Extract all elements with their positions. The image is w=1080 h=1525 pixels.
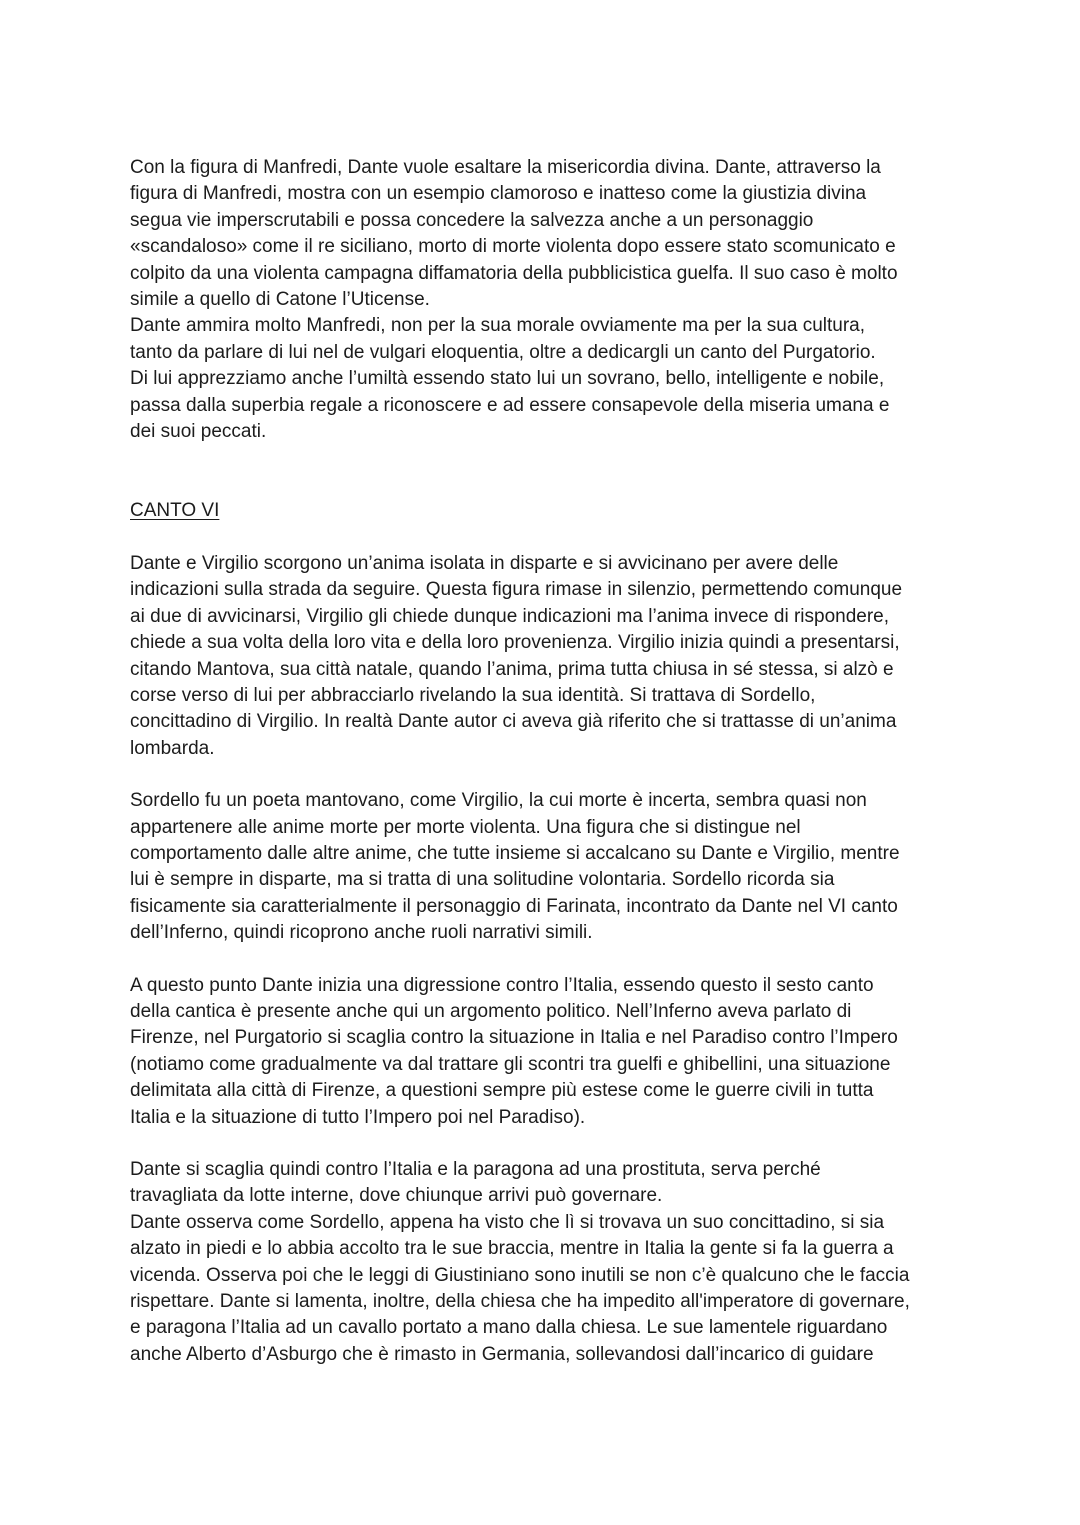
intro-paragraph: Con la figura di Manfredi, Dante vuole esaltare la misericordia divina. Dante, attraverso la figura di Manfredi, mostra con un esempio clamoroso e inatteso come la giustizia divina segua vie imperscrutabili e possa concedere la salvezza anche a un personaggio «scandaloso» come il re siciliano, morto di morte violenta dopo essere stato scomunicato e colpito da una violenta campagna diffamatoria della pubblicistica guelfa. Il suo caso è molto simile a quello di Catone l’Uticense. Dante ammira molto Manfredi, non per la sua morale ovviamente ma per la sua cultura, tanto da parlare di lui nel de vulgari eloquentia, oltre a dedicargli un canto del Purgatorio. Di lui apprezziamo anche l’umiltà essendo stato lui un sovrano, bello, intelligente e nobile, passa dalla superbia regale a riconoscere e ad essere consapevole della miseria umana e dei suoi peccati. <box>130 157 898 443</box>
paragraph-spacer <box>130 525 960 551</box>
section-spacer <box>130 445 960 498</box>
paragraph-2: Sordello fu un poeta mantovano, come Virgilio, la cui morte è incerta, sembra quasi non appartenere alle anime morte per morte violenta. Una figura che si distingue nel comportamento dalle altre anime, che tutte insieme si accalcano su Dante e Virgilio, mentre lui è sempre in disparte, ma si tratta di una solitudine volontaria. Sordello ricorda sia fisicamente sia caratterialmente il personaggio di Farinata, incontrato da Dante nel VI canto dell’Inferno, quindi ricoprono anche ruoli narrativi simili. <box>130 790 900 944</box>
section-heading: CANTO VI <box>130 500 220 522</box>
paragraph-spacer <box>130 762 960 788</box>
paragraph-4: Dante si scaglia quindi contro l’Italia e la paragona ad una prostituta, serva perché travagliata da lotte interne, dove chiunque arrivi può governare. Dante osserva come Sordello, appena ha visto che lì si trovava un suo concittadino, si sia alzato in piedi e lo abbia accolto tra le sue braccia, mentre in Italia la gente si fa la guerra a vicenda. Osserva poi che le leggi di Giustiniano sono inutili se non c’è qualcuno che le faccia rispettare. Dante si lamenta, inoltre, della chiesa che ha impedito all'imperatore di governare, e paragona l’Italia ad un cavallo portato a mano dalla chiesa. Le sue lamentele riguardano anche Alberto d’Asburgo che è rimasto in Germania, sollevandosi dall’incarico di guidare <box>130 1159 910 1365</box>
paragraph-1: Dante e Virgilio scorgono un’anima isolata in disparte e si avvicinano per avere delle indicazioni sulla strada da seguire. Questa figura rimase in silenzio, permettendo comunque ai due di avvicinarsi, Virgilio gli chiede dunque indicazioni ma l’anima invece di rispondere, chiede a sua volta della loro vita e della loro provenienza. Virgilio inizia quindi a presentarsi, citando Mantova, sua città natale, quando l’anima, prima tutta chiusa in sé stessa, si alzò e corse verso di lui per abbracciarlo rivelando la sua identità. Si trattava di Sordello, concittadino di Virgilio. In realtà Dante autor ci aveva già riferito che si trattasse di un’anima lombarda. <box>130 552 903 759</box>
paragraph-3: A questo punto Dante inizia una digressione contro l’Italia, essendo questo il sesto canto della cantica è presente anche qui un argomento politico. Nell’Inferno aveva parlato di Firenze, nel Purgatorio si scaglia contro la situazione in Italia e nel Paradiso contro l’Impero (notiamo come gradualmente va dal trattare gli scontri tra guelfi e ghibellini, una situazione delimitata alla città di Firenze, a questioni sempre più estese come le guerre civili in tutta Italia e la situazione di tutto l’Impero poi nel Paradiso). <box>130 974 898 1128</box>
document-page <box>130 155 960 1368</box>
paragraph-spacer <box>130 1131 960 1157</box>
paragraph-spacer <box>130 947 960 973</box>
